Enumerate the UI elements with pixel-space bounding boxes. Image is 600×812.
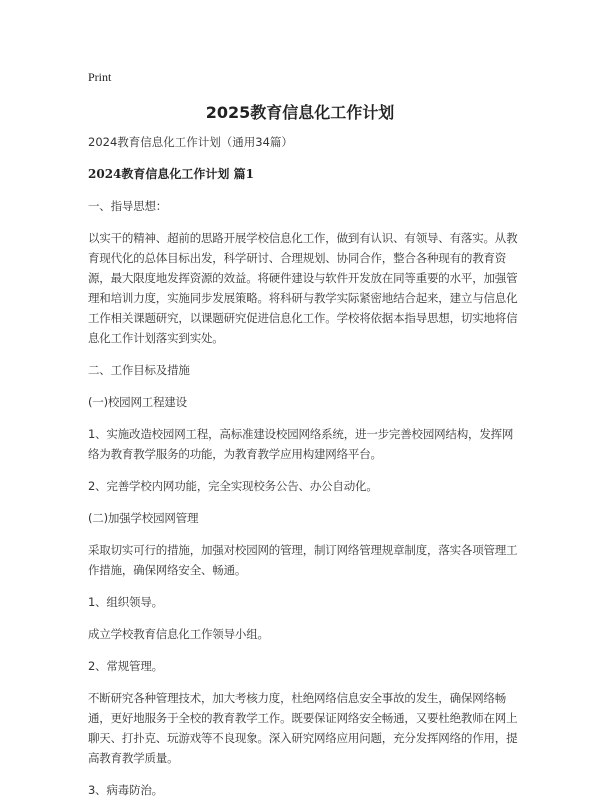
heading-routine-management: 2、常规管理。 — [88, 659, 163, 673]
paragraph-management-measures: 采取切实可行的措施，加强对校园网的管理，制订网络管理规章制度，落实各项管理工作措施，确保网络安全、畅通。 — [88, 543, 518, 577]
print-link[interactable]: Print — [88, 70, 112, 84]
paragraph-guiding-ideology: 以实干的精神、超前的思路开展学校信息化工作，做到有认识、有领导、有落实。从教育现代化的总体目标出发，科学研讨、合理规划、协同合作，整合各种现有的教育资源，最大限度地发挥资源的效益。将硬件建设与软件开发放在同等重要的水平，加强管理和培训力度，实施同步发展策略。将科研与教学实际紧密地结合起来，建立与信息化工作相关课题研究，以课题研究促进信息化工作。学校将依据本指导思想，切实地将信息化工作计划落实到实处。 — [88, 231, 518, 345]
document-body — [88, 132, 518, 812]
paragraph-item-2: 2、完善学校内网功能，完全实现校务公告、办公自动化。 — [88, 479, 378, 493]
subheading-campus-network-construction: (一)校园网工程建设 — [88, 395, 187, 409]
heading-organization: 1、组织领导。 — [88, 595, 163, 609]
section-title: 2024教育信息化工作计划 篇1 — [88, 167, 254, 181]
heading-goals-measures: 二、工作目标及措施 — [88, 363, 190, 377]
subheading-network-management: (二)加强学校园网管理 — [88, 511, 199, 525]
document-title: 2025教育信息化工作计划 — [205, 103, 395, 122]
paragraph-organization: 成立学校教育信息化工作领导小组。 — [88, 627, 269, 641]
paragraph-routine-management: 不断研究各种管理技术，加大考核力度，杜绝网络信息安全事故的发生，确保网络畅通，更好地服务于全校的教育教学工作。既要保证网络安全畅通，又要杜绝教师在网上聊天、打扑克、玩游戏等不良现象。深入研究网络应用问题，充分发挥网络的作用，提高教育教学质量。 — [88, 691, 518, 765]
document-subtitle: 2024教育信息化工作计划（通用34篇） — [88, 135, 293, 149]
heading-guiding-ideology: 一、指导思想： — [88, 199, 168, 213]
heading-virus-prevention: 3、病毒防治。 — [88, 783, 163, 797]
paragraph-item-1: 1、实施改造校园网工程，高标准建设校园网络系统，进一步完善校园网结构，发挥网络为教育教学服务的功能，为教育教学应用构建网络平台。 — [88, 427, 514, 461]
